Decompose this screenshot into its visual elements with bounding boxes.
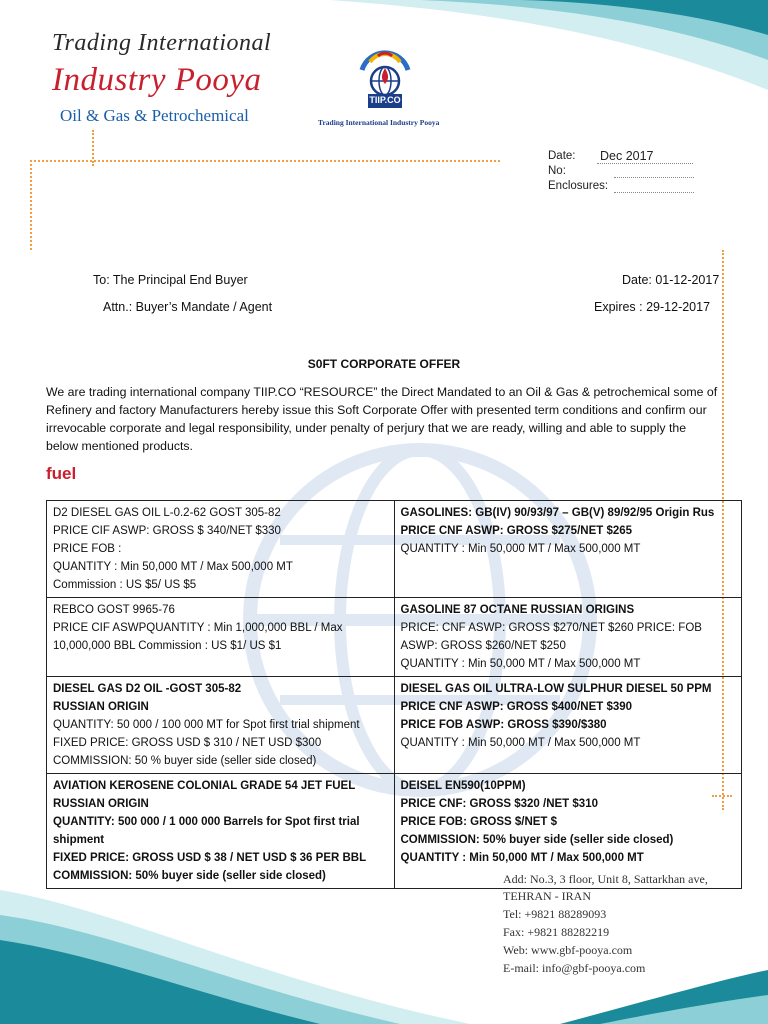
offer-line: COMMISSION: 50% buyer side (seller side closed) xyxy=(53,870,326,882)
logo-caption: Trading International Industry Pooya xyxy=(318,118,440,127)
offer-cell xyxy=(394,677,742,774)
offer-line: QUANTITY: 500 000 / 1 000 000 Barrels for Spot first trial shipment xyxy=(53,816,360,846)
footer-swoosh xyxy=(0,870,768,1024)
offer-line: Commission : US $5/ US $5 xyxy=(53,579,197,591)
offer-line: PRICE CIF ASWP: GROSS $ 340/NET $330 xyxy=(53,525,281,537)
meta-enclosures-label: Enclosures: xyxy=(548,180,609,192)
ornament-top-line xyxy=(30,160,500,162)
offer-line: QUANTITY : Min 50,000 MT / Max 500,000 MT xyxy=(400,658,641,670)
offer-line: COMMISSION: 50% buyer side (seller side closed) xyxy=(400,834,674,846)
offer-line: RUSSIAN ORIGIN xyxy=(53,798,149,810)
offer-line: GASOLINE 87 OCTANE RUSSIAN ORIGINS xyxy=(400,604,635,616)
address-tel: Tel: +9821 88289093 xyxy=(503,907,607,921)
offer-line: DIESEL GAS D2 OIL -GOST 305-82 xyxy=(53,683,242,695)
address-fax: Fax: +9821 88282219 xyxy=(503,925,610,939)
offer-line: AVIATION KEROSENE COLONIAL GRADE 54 JET FUEL xyxy=(53,780,356,792)
ornament-top-vertical xyxy=(92,130,94,166)
offer-cell xyxy=(47,677,395,774)
offer-expiry: Expires : 29-12-2017 xyxy=(594,300,711,314)
offer-line: QUANTITY : Min 50,000 MT / Max 500,000 MT xyxy=(400,852,644,864)
meta-no-field xyxy=(614,164,694,178)
ornament-left-vertical xyxy=(30,160,32,250)
offers-table xyxy=(46,500,742,889)
offer-line: FIXED PRICE: GROSS USD $ 310 / NET USD $300 xyxy=(53,737,322,749)
offer-line: DIESEL GAS OIL ULTRA-LOW SULPHUR DIESEL 50 PPM xyxy=(400,683,712,695)
offer-line: PRICE: CNF ASWP: GROSS $270/NET $260 PRICE: FOB ASWP: GROSS $260/NET $250 xyxy=(400,622,702,652)
offer-line: QUANTITY: 50 000 / 100 000 MT for Spot first trial shipment xyxy=(53,719,360,731)
offer-line: PRICE CNF ASWP: GROSS $275/NET $265 xyxy=(400,525,633,537)
attention: Attn.: Buyer’s Mandate / Agent xyxy=(103,300,273,314)
offer-line: QUANTITY : Min 50,000 MT / Max 500,000 MT xyxy=(53,561,293,573)
offer-cell xyxy=(47,501,395,598)
brand-name-line1: Trading International xyxy=(52,30,272,56)
offer-date: Date: 01-12-2017 xyxy=(622,273,720,287)
offer-cell xyxy=(394,598,742,677)
offer-line: D2 DIESEL GAS OIL L-0.2-62 GOST 305-82 xyxy=(53,507,281,519)
meta-enclosures-field xyxy=(614,179,694,193)
offer-line: QUANTITY : Min 50,000 MT / Max 500,000 MT xyxy=(400,543,641,555)
table-row xyxy=(47,598,742,677)
offer-line: QUANTITY : Min 50,000 MT / Max 500,000 MT xyxy=(400,737,641,749)
offer-line: GASOLINES: GB(IV) 90/93/97 – GB(V) 89/92/95 Origin Rus xyxy=(400,507,715,519)
table-row xyxy=(47,677,742,774)
table-row xyxy=(47,501,742,598)
offer-line: PRICE FOB ASWP: GROSS $390/$380 xyxy=(400,719,607,731)
offer-title: S0FT CORPORATE OFFER xyxy=(307,357,461,371)
brand-name-line2: Industry Pooya xyxy=(52,62,262,98)
offer-cell xyxy=(47,774,395,889)
offer-line: COMMISSION: 50 % buyer side (seller side closed) xyxy=(53,755,317,767)
intro-paragraph: We are trading international company TIIP.CO “RESOURCE” the Direct Mandated to an Oil & Gas & petrochemical some of Refinery and factory Manufacturers hereby issue this Soft Corporate Offer with presented term conditions and confirm our irrevocable corporate and legal responsibility, under penalty of perjury that we are ready, willing and able to supply the below mentioned products. xyxy=(46,385,718,453)
offer-line: RUSSIAN ORIGIN xyxy=(53,701,149,713)
offer-line: PRICE FOB : xyxy=(53,543,122,555)
meta-no-label: No: xyxy=(548,165,566,177)
offer-line: PRICE FOB: GROSS $/NET $ xyxy=(400,816,558,828)
offer-cell xyxy=(394,501,742,598)
offer-line: PRICE CNF ASWP: GROSS $400/NET $390 xyxy=(400,701,633,713)
address-email[interactable]: E-mail: info@gbf-pooya.com xyxy=(503,961,646,975)
offer-line: PRICE CNF: GROSS $320 /NET $310 xyxy=(400,798,598,810)
address-line2: TEHRAN - IRAN xyxy=(503,889,591,903)
address-web[interactable]: Web: www.gbf-pooya.com xyxy=(503,943,633,957)
offer-line: DEISEL EN590(10PPM) xyxy=(400,780,526,792)
meta-date-label: Date: xyxy=(548,150,576,162)
brand-tagline: Oil & Gas & Petrochemical xyxy=(60,106,249,125)
addressee: To: The Principal End Buyer xyxy=(93,273,248,287)
offer-line: FIXED PRICE: GROSS USD $ 38 / NET USD $ 36 PER BBL xyxy=(53,852,367,864)
section-label: fuel xyxy=(46,464,77,483)
meta-date-value: Dec 2017 xyxy=(600,149,654,163)
offer-line: REBCO GOST 9965-76 xyxy=(53,604,175,616)
address-line1: Add: No.3, 3 floor, Unit 8, Sattarkhan ave, xyxy=(503,872,708,886)
offer-cell xyxy=(47,598,395,677)
logo-text: TIIP.CO xyxy=(369,95,401,105)
offer-line: PRICE CIF ASWPQUANTITY : Min 1,000,000 BBL / Max 10,000,000 BBL Commission : US $1/ US $1 xyxy=(53,622,343,652)
